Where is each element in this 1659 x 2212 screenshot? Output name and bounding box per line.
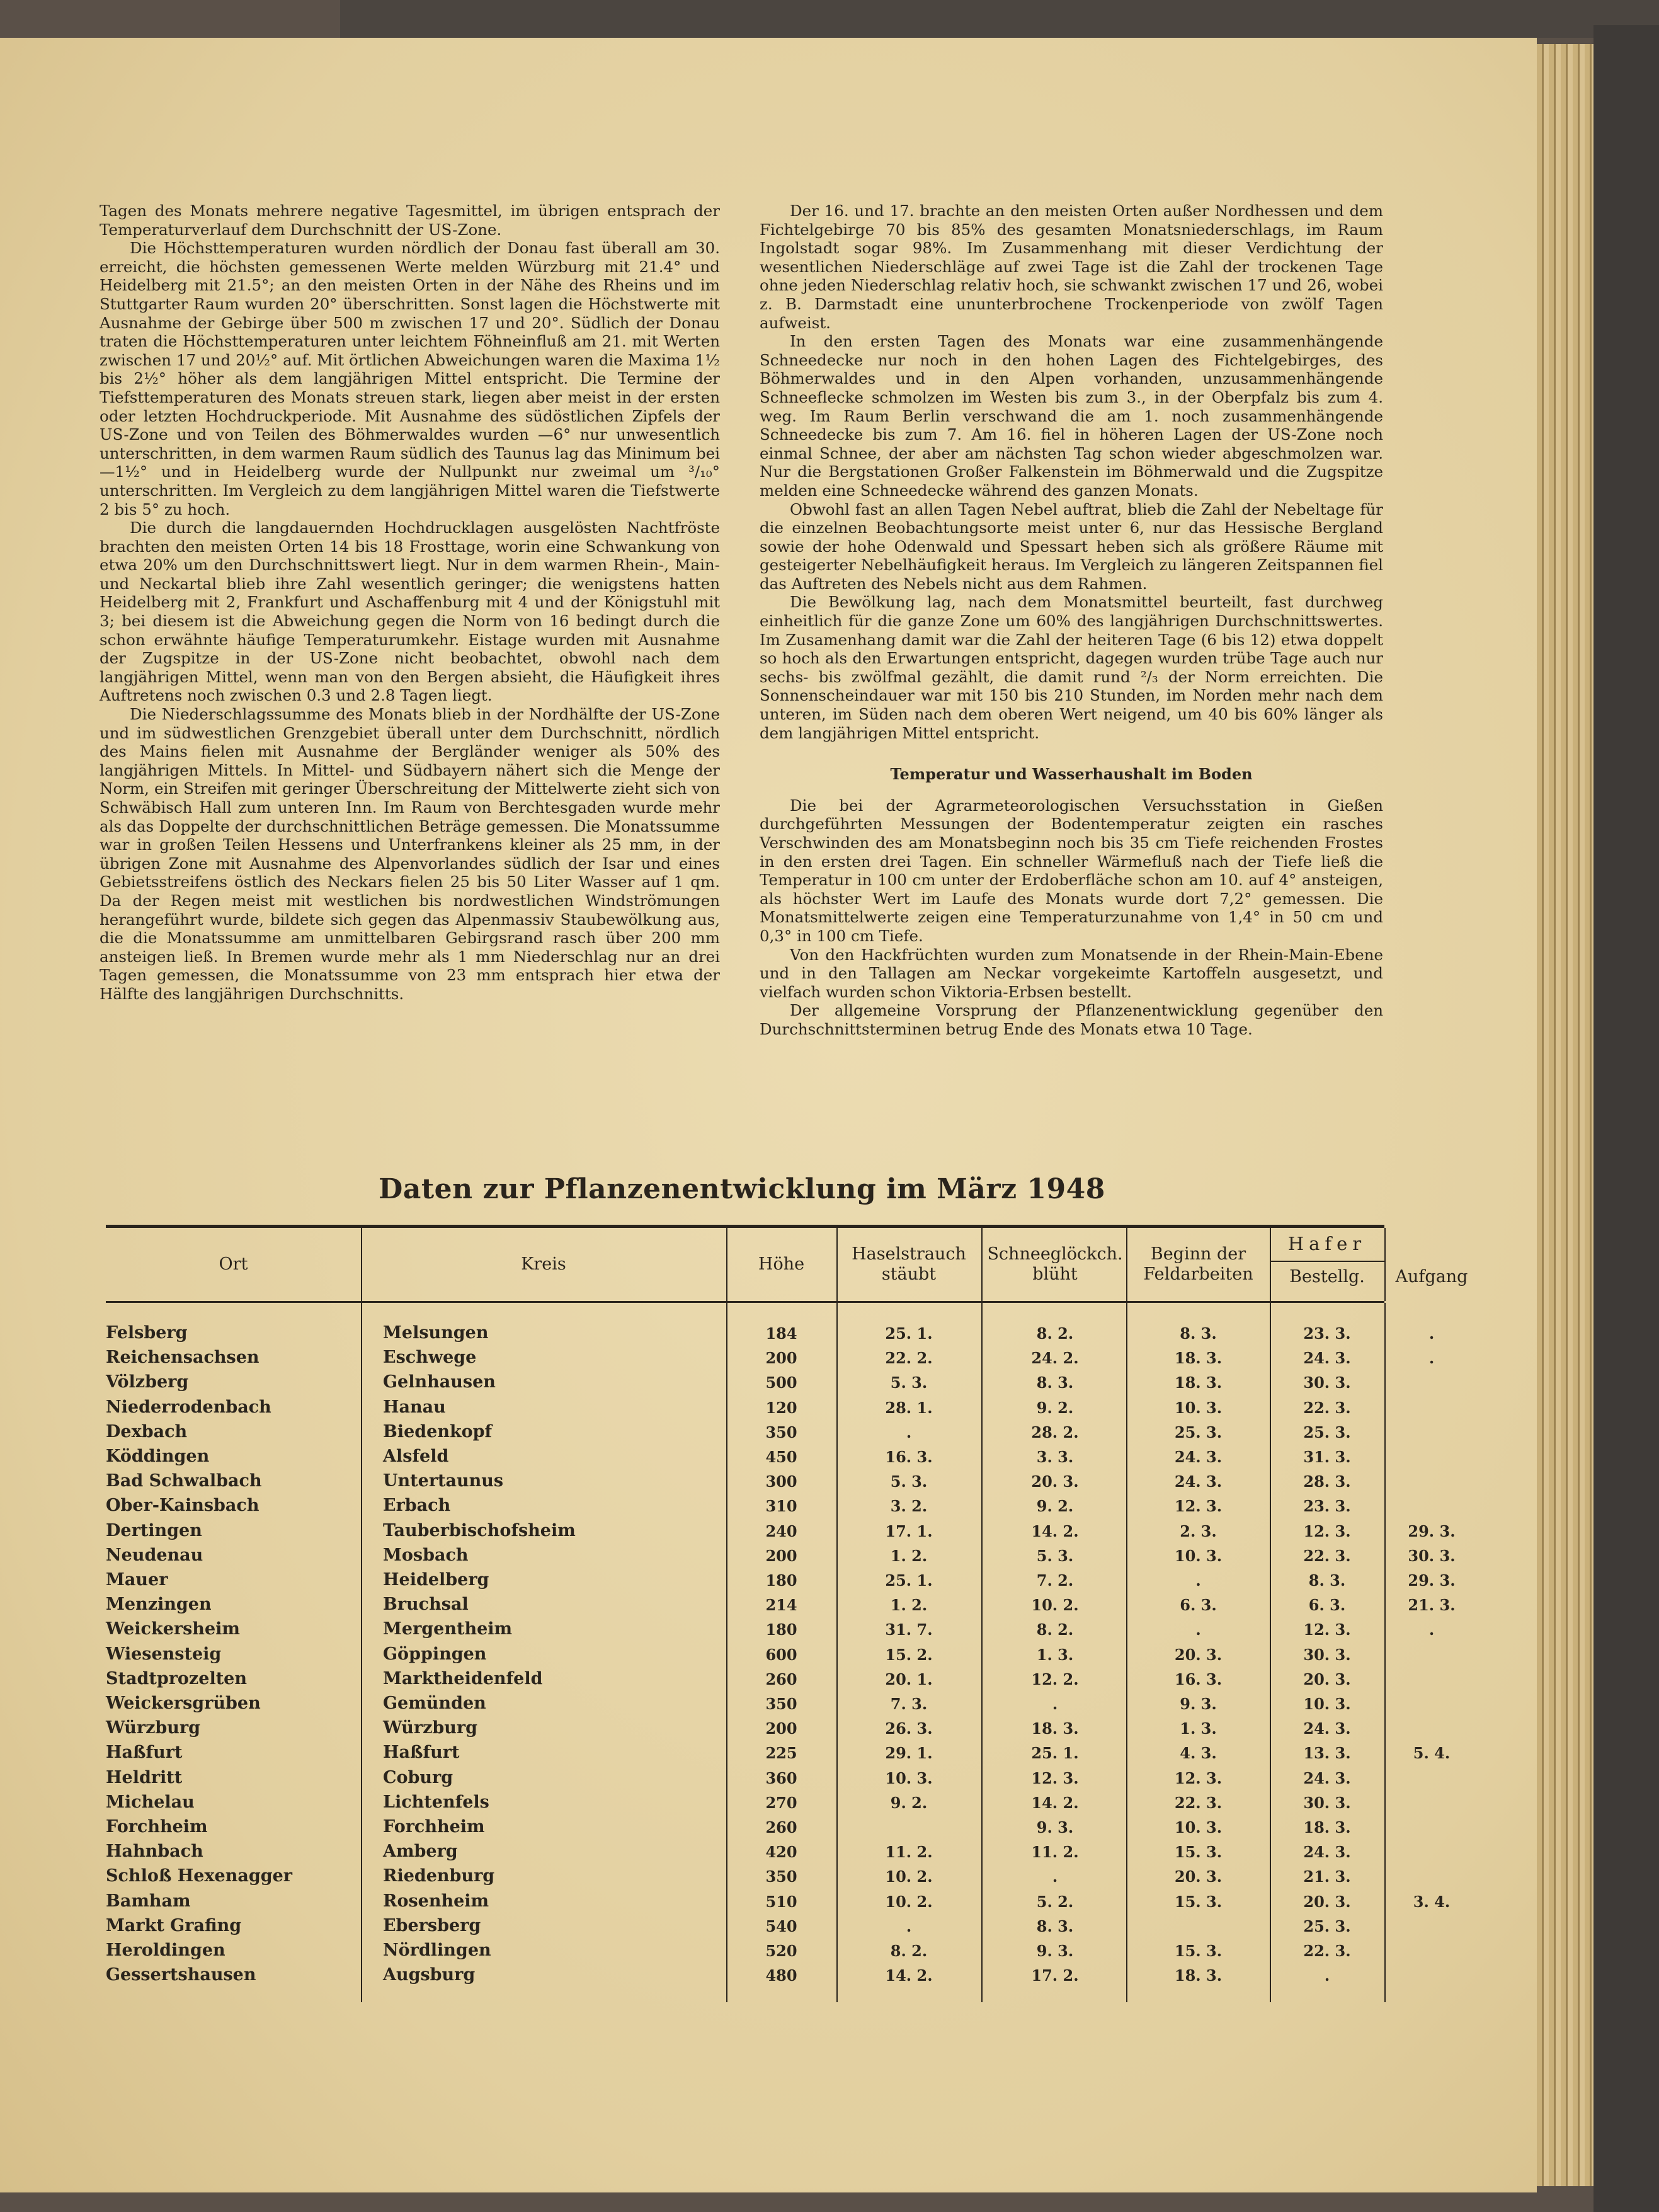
cell-feldarbeiten: 4. 3. [1180, 1744, 1217, 1763]
cell-hafer-bestellung: 24. 3. [1303, 1768, 1351, 1787]
cell-feldarbeiten: 10. 3. [1174, 1818, 1223, 1837]
cell-schneegloeckchen: 20. 3. [1031, 1472, 1079, 1491]
cell-feldarbeiten: 16. 3. [1174, 1670, 1223, 1688]
cell-hafer-bestellung: 30. 3. [1303, 1645, 1351, 1664]
paragraph: Die bei der Agrarmeteorologischen Versuchsstation in Gießen durchgeführten Messungen der Bodentemperatur zeigten ein rasches Verschwinden des am Monatsbeginn noch bis 35 cm Tiefe reichenden Frostes in den ersten drei Tagen. Ein schneller Wärmefluß nach der Tiefe ließ die Temperatur in 100 cm unter der Erdoberfläche schon am 10. auf 4° ansteigen, als höchster Wert im Laufe des Monats wurde dort 7,2° gemessen. Die Monatsmittelwerte zeigen eine Temperaturzunahme von 1,4° in 50 cm und 0,3° in 100 cm Tiefe. [760, 796, 1383, 945]
cell-feldarbeiten: 1. 3. [1180, 1719, 1217, 1738]
cell-ort: Neudenau [106, 1545, 203, 1565]
cell-schneegloeckchen: 11. 2. [1031, 1843, 1079, 1862]
cell-kreis: Haßfurt [383, 1743, 460, 1763]
cell-hoehe: 184 [765, 1324, 797, 1343]
cell-feldarbeiten: 12. 3. [1174, 1497, 1223, 1516]
cell-hafer-bestellung: 24. 3. [1303, 1843, 1351, 1862]
cell-feldarbeiten: 8. 3. [1180, 1324, 1217, 1343]
cell-haselstrauch: 29. 1. [885, 1744, 933, 1763]
cell-schneegloeckchen: 3. 3. [1036, 1448, 1074, 1466]
cell-kreis: Coburg [383, 1767, 453, 1787]
cell-hoehe: 420 [765, 1843, 797, 1862]
header-kreis: Kreis [521, 1254, 566, 1274]
cell-haselstrauch: 1. 2. [890, 1546, 928, 1565]
data-table [106, 1225, 1468, 2002]
cell-ort: Markt Grafing [106, 1915, 242, 1935]
paragraph: Der 16. und 17. brachte an den meisten Orten außer Nordhessen und dem Fichtelgebirge 70 bis 85% des gesamten Monatsniederschlags, im Raum Ingolstadt sogar 98%. Im Zusammenhang mit dieser Verdichtung der wesentlichen Niederschläge auf zwei Tage ist die Zahl der trockenen Tage ohne jeden Niederschlag relativ hoch, sie schwankt zwischen 17 und 26, wobei z. B. Darmstadt eine ununterbrochene Trockenperiode von zwölf Tagen aufweist. [760, 202, 1383, 332]
cell-hafer-bestellung: 22. 3. [1303, 1942, 1351, 1960]
cell-schneegloeckchen: 8. 2. [1036, 1324, 1074, 1343]
cell-hoehe: 240 [765, 1521, 797, 1540]
cell-haselstrauch: 9. 2. [890, 1793, 928, 1812]
table-row [106, 1595, 1456, 1619]
cell-hafer-bestellung: 13. 3. [1303, 1744, 1351, 1763]
cell-haselstrauch: 7. 3. [890, 1695, 928, 1713]
cell-feldarbeiten: 20. 3. [1174, 1645, 1223, 1664]
cell-haselstrauch: 5. 3. [890, 1373, 928, 1392]
cell-ort: Forchheim [106, 1817, 208, 1837]
cell-kreis: Untertaunus [383, 1471, 504, 1491]
cell-hafer-aufgang: 30. 3. [1408, 1546, 1456, 1565]
cell-hoehe: 260 [765, 1818, 797, 1837]
cell-ort: Gessertshausen [106, 1965, 256, 1985]
cell-hafer-bestellung: 25. 3. [1303, 1917, 1351, 1935]
cell-kreis: Mosbach [383, 1545, 469, 1565]
cell-hafer-bestellung: 30. 3. [1303, 1373, 1351, 1392]
cell-ort: Weickersgrüben [106, 1693, 261, 1713]
cell-feldarbeiten: 18. 3. [1174, 1373, 1223, 1392]
cell-haselstrauch: 14. 2. [885, 1966, 933, 1985]
cell-schneegloeckchen: 1. 3. [1036, 1645, 1074, 1664]
book-cover-top [340, 0, 1659, 38]
cell-hoehe: 200 [765, 1546, 797, 1565]
table-row [106, 1891, 1451, 1916]
cell-hafer-aufgang: 29. 3. [1408, 1571, 1456, 1590]
header-haselstrauch: Haselstrauch stäubt [852, 1244, 966, 1284]
table-row [106, 1965, 1384, 1990]
cell-kreis: Göppingen [383, 1644, 487, 1664]
book-spine [1593, 25, 1659, 2212]
cell-hoehe: 480 [765, 1966, 797, 1985]
cell-kreis: Eschwege [383, 1348, 477, 1368]
cell-kreis: Lichtenfels [383, 1792, 489, 1812]
cell-ort: Michelau [106, 1792, 195, 1812]
cell-haselstrauch: 26. 3. [885, 1719, 933, 1738]
table-row [106, 1447, 1384, 1471]
cell-kreis: Hanau [383, 1397, 446, 1417]
cell-schneegloeckchen: . [1052, 1695, 1058, 1713]
table-row [106, 1323, 1435, 1348]
cell-ort: Felsberg [106, 1323, 188, 1343]
cell-hoehe: 360 [765, 1768, 797, 1787]
cell-hafer-bestellung: 22. 3. [1303, 1546, 1351, 1565]
cell-haselstrauch: 1. 2. [890, 1596, 928, 1615]
cell-feldarbeiten: 24. 3. [1174, 1472, 1223, 1491]
cell-haselstrauch: 31. 7. [885, 1620, 933, 1639]
cell-hafer-bestellung: 30. 3. [1303, 1793, 1351, 1812]
cell-schneegloeckchen: 8. 3. [1036, 1373, 1074, 1392]
cell-schneegloeckchen: 28. 2. [1031, 1423, 1079, 1441]
cell-hafer-bestellung: 23. 3. [1303, 1324, 1351, 1343]
cell-hoehe: 540 [765, 1917, 797, 1935]
cell-ort: Bad Schwalbach [106, 1471, 262, 1491]
cell-ort: Wiesensteig [106, 1644, 222, 1664]
cell-ort: Bamham [106, 1891, 191, 1911]
cell-kreis: Würzburg [383, 1718, 478, 1738]
table-row [106, 1842, 1384, 1866]
paragraph: Die Bewölkung lag, nach dem Monatsmittel beurteilt, fast durchweg einheitlich für die ganze Zone um 60% des langjährigen Durchschnittswertes. Im Zusamenhang damit war die Zahl der heiteren Tage (6 bis 12) etwa doppelt so hoch als den Erwartungen entspricht, dagegen wurden trübe Tage auch nur sechs- bis zwölfmal gezählt, die damit rund ²/₃ der Norm erreichten. Die Sonnenscheindauer war mit 150 bis 210 Stunden, im Norden mehr nach dem unteren, im Süden nach dem oberen Wert neigend, um 40 bis 60% länger als dem langjährigen Mittel entspricht. [760, 593, 1383, 742]
cell-hoehe: 180 [765, 1571, 797, 1590]
table-row [106, 1348, 1435, 1372]
cell-hoehe: 200 [765, 1349, 797, 1368]
cell-haselstrauch: . [906, 1423, 912, 1441]
cell-hoehe: 500 [765, 1373, 797, 1392]
cell-hafer-aufgang: . [1428, 1620, 1435, 1639]
cell-schneegloeckchen: 9. 2. [1036, 1398, 1074, 1417]
table-row [106, 1792, 1384, 1817]
cell-hoehe: 300 [765, 1472, 797, 1491]
cell-schneegloeckchen: 10. 2. [1031, 1596, 1079, 1615]
cell-kreis: Rosenheim [383, 1891, 489, 1911]
cell-schneegloeckchen: 14. 2. [1031, 1521, 1079, 1540]
cell-feldarbeiten: 10. 3. [1174, 1546, 1223, 1565]
cell-hafer-bestellung: 31. 3. [1303, 1448, 1351, 1466]
cell-schneegloeckchen: 5. 3. [1036, 1546, 1074, 1565]
cell-schneegloeckchen: 12. 2. [1031, 1670, 1079, 1688]
cell-ort: Ober-Kainsbach [106, 1496, 259, 1516]
cell-hafer-aufgang: 21. 3. [1408, 1596, 1456, 1615]
cell-hoehe: 310 [765, 1497, 797, 1516]
cell-hoehe: 350 [765, 1423, 797, 1441]
cell-feldarbeiten: 18. 3. [1174, 1966, 1223, 1985]
table-row [106, 1669, 1384, 1693]
cell-kreis: Augsburg [383, 1965, 476, 1985]
cell-hafer-bestellung: 6. 3. [1308, 1596, 1346, 1615]
cell-hafer-bestellung: 22. 3. [1303, 1398, 1351, 1417]
cell-ort: Mauer [106, 1570, 168, 1590]
cell-kreis: Gelnhausen [383, 1372, 496, 1392]
cell-schneegloeckchen: . [1052, 1867, 1058, 1886]
cell-schneegloeckchen: 9. 3. [1036, 1818, 1074, 1837]
cell-haselstrauch: 5. 3. [890, 1472, 928, 1491]
cell-kreis: Gemünden [383, 1693, 486, 1713]
cell-haselstrauch: 8. 2. [890, 1942, 928, 1960]
paragraph: Tagen des Monats mehrere negative Tagesmittel, im übrigen entsprach der Temperaturverlauf dem Durchschnitt der US-Zone. [100, 202, 720, 239]
cell-feldarbeiten: 18. 3. [1174, 1349, 1223, 1368]
table-row [106, 1743, 1451, 1767]
table-row [106, 1916, 1384, 1940]
paragraph: Die Niederschlagssumme des Monats blieb in der Nordhälfte der US-Zone und im südwestlichen Grenzgebiet überall unter dem Durchschnitt, nördlich des Mains fielen mit Ausnahme der Bergländer weniger als 50% des langjährigen Mittels. In Mittel- und Südbayern nähert sich die Menge der Norm, ein Streifen mit geringer Überschreitung der Mittelwerte zieht sich von Schwäbisch Hall zum unteren Inn. Im Raum von Berchtesgaden wurde mehr als das Doppelte der durchschnittlichen Beträge gemessen. Die Monatssumme war in großen Teilen Hessens und Unterfrankens kleiner als 25 mm, in der übrigen Zone mit Ausnahme des Alpenvorlandes südlich der Isar und eines Gebietsstreifens östlich des Neckars fielen 25 bis 50 Liter Wasser auf 1 qm. Da der Regen meist mit westlichen bis nordwestlichen Windströmungen herangeführt wurde, bildete sich gegen das Alpenmassiv Staubewölkung aus, die die Monatssumme am unmittelbaren Gebirgsrand rasch über 200 mm ansteigen ließ. In Bremen wurde mehr als 1 mm Niederschlag nur an drei Tagen gemessen, die Monatssumme von 23 mm entsprach hier etwa der Hälfte des langjährigen Durchschnitts. [100, 705, 720, 1003]
cell-hoehe: 270 [765, 1793, 797, 1812]
table-row [106, 1471, 1384, 1496]
paragraph: Die durch die langdauernden Hochdrucklagen ausgelösten Nachtfröste brachten den meisten Orten 14 bis 18 Frosttage, worin eine Schwankung von etwa 20% um den Durchschnittswert liegt. Nur in dem warmen Rhein-, Main- und Neckartal blieb ihre Zahl wesentlich geringer; die wenigstens hatten Heidelberg mit 2, Frankfurt und Aschaffenburg mit 4 und der Königstuhl mit 3; bei diesem ist die Abweichung gegen die Norm von 16 bedingt durch die schon erwähnte häufige Temperaturumkehr. Eistage wurden mit Ausnahme der Zugspitze in der US-Zone nicht beobachtet, obwohl nach dem langjährigen Mittel, wenn man von den Bergen absieht, die Häufigkeit ihres Auftretens noch zwischen 0.3 und 2.8 Tagen liegt. [100, 519, 720, 705]
cell-feldarbeiten: 2. 3. [1180, 1521, 1217, 1540]
table-row [106, 1644, 1384, 1669]
cell-hoehe: 350 [765, 1695, 797, 1713]
cell-schneegloeckchen: 24. 2. [1031, 1349, 1079, 1368]
cell-ort: Köddingen [106, 1447, 210, 1466]
table-row [106, 1768, 1384, 1792]
cell-hafer-aufgang: . [1428, 1349, 1435, 1368]
header-feldarbeiten: Beginn der Feldarbeiten [1143, 1244, 1253, 1284]
cell-hafer-bestellung: 12. 3. [1303, 1620, 1351, 1639]
column-divider [836, 1228, 838, 1301]
cell-schneegloeckchen: 7. 2. [1036, 1571, 1074, 1590]
cell-hafer-bestellung: . [1324, 1966, 1330, 1985]
cell-kreis: Biedenkopf [383, 1421, 493, 1441]
paragraph: Von den Hackfrüchten wurden zum Monatsende in der Rhein-Main-Ebene und in den Tallagen am Neckar vorgekeimte Kartoffeln ausgesetzt, und vielfach wurden schon Viktoria-Erbsen bestellt. [760, 945, 1383, 1001]
cell-hafer-bestellung: 25. 3. [1303, 1423, 1351, 1441]
cell-haselstrauch: 11. 2. [885, 1843, 933, 1862]
cell-feldarbeiten: 22. 3. [1174, 1793, 1223, 1812]
cell-haselstrauch: . [906, 1917, 912, 1935]
cell-hafer-aufgang: . [1428, 1324, 1435, 1343]
cell-hafer-bestellung: 8. 3. [1308, 1571, 1346, 1590]
cell-kreis: Marktheidenfeld [383, 1668, 543, 1688]
cell-hafer-bestellung: 23. 3. [1303, 1497, 1351, 1516]
table-row [106, 1545, 1456, 1570]
cell-feldarbeiten: 15. 3. [1174, 1892, 1223, 1911]
table-row [106, 1496, 1384, 1520]
cell-feldarbeiten: 6. 3. [1180, 1596, 1217, 1615]
cell-kreis: Forchheim [383, 1817, 485, 1837]
cell-haselstrauch: 10. 2. [885, 1867, 933, 1886]
cell-hafer-bestellung: 24. 3. [1303, 1349, 1351, 1368]
table-row [106, 1520, 1456, 1545]
header-ort: Ort [219, 1254, 248, 1274]
cell-feldarbeiten: 10. 3. [1174, 1398, 1223, 1417]
cell-ort: Völzberg [106, 1372, 189, 1392]
cell-schneegloeckchen: 25. 1. [1031, 1744, 1079, 1763]
hafer-divider [1270, 1261, 1384, 1262]
cell-hoehe: 450 [765, 1448, 797, 1466]
cell-feldarbeiten: 12. 3. [1174, 1768, 1223, 1787]
cell-hafer-bestellung: 10. 3. [1303, 1695, 1351, 1713]
header-bestellung: Bestellg. [1289, 1267, 1365, 1287]
cell-haselstrauch: 28. 1. [885, 1398, 933, 1417]
header-schneegloeckchen: Schneeglöckch. blüht [987, 1244, 1123, 1284]
cell-hafer-aufgang: 3. 4. [1413, 1892, 1451, 1911]
cell-feldarbeiten: 24. 3. [1174, 1448, 1223, 1466]
cell-haselstrauch: 10. 2. [885, 1892, 933, 1911]
cell-hoehe: 214 [765, 1596, 797, 1615]
table-title: Daten zur Pflanzenentwicklung im März 1948 [379, 1173, 1105, 1205]
table-row [106, 1422, 1384, 1447]
cell-schneegloeckchen: 8. 3. [1036, 1917, 1074, 1935]
cell-kreis: Riedenburg [383, 1866, 495, 1886]
cell-kreis: Mergentheim [383, 1619, 513, 1639]
cell-haselstrauch: 20. 1. [885, 1670, 933, 1688]
cell-hoehe: 260 [765, 1670, 797, 1688]
cell-haselstrauch: 16. 3. [885, 1448, 933, 1466]
cell-hafer-bestellung: 20. 3. [1303, 1670, 1351, 1688]
cell-schneegloeckchen: 5. 2. [1036, 1892, 1074, 1911]
cell-hafer-bestellung: 20. 3. [1303, 1892, 1351, 1911]
cell-ort: Schloß Hexenagger [106, 1866, 292, 1886]
cell-schneegloeckchen: 17. 2. [1031, 1966, 1079, 1985]
cell-feldarbeiten: 15. 3. [1174, 1843, 1223, 1862]
cell-hoehe: 520 [765, 1942, 797, 1960]
cell-hoehe: 180 [765, 1620, 797, 1639]
cell-schneegloeckchen: 8. 2. [1036, 1620, 1074, 1639]
cell-ort: Menzingen [106, 1595, 212, 1615]
table-row [106, 1693, 1384, 1718]
cell-haselstrauch: 25. 1. [885, 1324, 933, 1343]
cell-kreis: Ebersberg [383, 1915, 481, 1935]
header-hoehe: Höhe [758, 1254, 805, 1274]
cell-haselstrauch: 15. 2. [885, 1645, 933, 1664]
table-row [106, 1866, 1384, 1891]
paragraph: In den ersten Tagen des Monats war eine zusammenhängende Schneedecke nur noch in den hohen Lagen des Fichtelgebirges, des Böhmerwaldes und in den Alpen vorhanden, unzusammenhängende Schneeflecke schmolzen im Westen bis zum 3., in der Oberpfalz bis zum 4. weg. Im Raum Berlin verschwand die am 1. noch zusammenhängende Schneedecke bis zum 7. Am 16. fiel in höheren Lagen der US-Zone noch einmal Schnee, der aber am nächsten Tag schon wieder abgeschmolzen war. Nur die Bergstationen Großer Falkenstein im Böhmerwald und die Zugspitze melden eine Schneedecke während des ganzen Monats. [760, 332, 1383, 500]
table-row [106, 1940, 1384, 1965]
cell-ort: Hahnbach [106, 1842, 203, 1862]
cell-schneegloeckchen: 9. 3. [1036, 1942, 1074, 1960]
table-row [106, 1817, 1384, 1842]
paragraph: Obwohl fast an allen Tagen Nebel auftrat, blieb die Zahl der Nebeltage für die einzelnen Beobachtungsorte meist unter 6, nur das Hessische Bergland sowie der hohe Odenwald und Spessart heben sich als größere Räume mit gesteigerter Nebelhäufigkeit heraus. Im Vergleich zu längeren Zeitspannen fiel das Auftreten des Nebels nicht aus dem Rahmen. [760, 500, 1383, 593]
cell-hoehe: 200 [765, 1719, 797, 1738]
paragraph: Die Höchsttemperaturen wurden nördlich der Donau fast überall am 30. erreicht, die höchsten gemessenen Werte melden Würzburg mit 21.4° und Heidelberg mit 21.5°; an den meisten Orten in der Nähe des Rheins und im Stuttgarter Raum wurden 20° überschritten. Sonst lagen die Höchstwerte mit Ausnahme der Gebirge über 500 m zwischen 17 und 20°. Südlich der Donau traten die Höchsttemperaturen unter leichtem Föhneinfluß am 21. mit Werten zwischen 17 und 20½° auf. Mit örtlichen Abweichungen waren die Maxima 1½ bis 2½° höher als dem langjährigen Mittel entspricht. Die Termine der Tiefsttemperaturen des Monats streuen stark, liegen aber meist in der ersten oder letzten Hochdruckperiode. Mit Ausnahme des südöstlichen Zipfels der US-Zone und von Teilen des Böhmerwaldes wurden —6° nur unwesentlich unterschritten, in dem warmen Raum südlich des Taunus lag das Minimum bei —1½° und in Heidelberg wurde der Nullpunkt nur zweimal um ³/₁₀° unterschritten. Im Vergleich zu dem langjährigen Mittel waren die Tiefstwerte 2 bis 5° zu hoch. [100, 239, 720, 519]
cell-kreis: Heidelberg [383, 1570, 489, 1590]
cell-hafer-bestellung: 24. 3. [1303, 1719, 1351, 1738]
table-row [106, 1619, 1435, 1644]
cell-kreis: Tauberbischofsheim [383, 1520, 576, 1540]
cell-schneegloeckchen: 14. 2. [1031, 1793, 1079, 1812]
cell-schneegloeckchen: 9. 2. [1036, 1497, 1074, 1516]
cell-feldarbeiten: 25. 3. [1174, 1423, 1223, 1441]
cell-hoehe: 510 [765, 1892, 797, 1911]
cell-kreis: Amberg [383, 1842, 458, 1862]
page-edges [1537, 44, 1593, 2186]
cell-hoehe: 120 [765, 1398, 797, 1417]
cell-ort: Niederrodenbach [106, 1397, 271, 1417]
cell-ort: Stadtprozelten [106, 1668, 247, 1688]
cell-ort: Reichensachsen [106, 1348, 259, 1368]
header-aufgang: Aufgang [1395, 1267, 1468, 1287]
cell-hoehe: 350 [765, 1867, 797, 1886]
table-header [106, 1228, 1468, 1303]
cell-ort: Dertingen [106, 1520, 202, 1540]
cell-hoehe: 600 [765, 1645, 797, 1664]
cell-hafer-bestellung: 21. 3. [1303, 1867, 1351, 1886]
cell-hafer-bestellung: 28. 3. [1303, 1472, 1351, 1491]
cell-ort: Haßfurt [106, 1743, 183, 1763]
cell-hoehe: 225 [765, 1744, 797, 1763]
cell-hafer-bestellung: 12. 3. [1303, 1521, 1351, 1540]
paragraph: Der allgemeine Vorsprung der Pflanzenentwicklung gegenüber den Durchschnittsterminen betrug Ende des Monats etwa 10 Tage. [760, 1001, 1383, 1038]
right-text-column [760, 202, 1383, 1039]
cell-hafer-bestellung: 18. 3. [1303, 1818, 1351, 1837]
cell-feldarbeiten: 15. 3. [1174, 1942, 1223, 1960]
table-row [106, 1372, 1384, 1397]
cell-kreis: Melsungen [383, 1323, 489, 1343]
cell-schneegloeckchen: 12. 3. [1031, 1768, 1079, 1787]
cell-feldarbeiten: 20. 3. [1174, 1867, 1223, 1886]
table-row [106, 1718, 1384, 1743]
cell-hafer-aufgang: 5. 4. [1413, 1744, 1451, 1763]
cell-feldarbeiten: . [1195, 1620, 1201, 1639]
table-row [106, 1570, 1456, 1595]
cell-haselstrauch: 3. 2. [890, 1497, 928, 1516]
subsection-title: Temperatur und Wasserhaushalt im Boden [890, 765, 1253, 784]
left-text-column [100, 202, 720, 1004]
cell-ort: Heroldingen [106, 1940, 225, 1960]
cell-kreis: Alsfeld [383, 1447, 449, 1466]
cell-kreis: Bruchsal [383, 1595, 469, 1615]
cell-ort: Weickersheim [106, 1619, 240, 1639]
cell-ort: Dexbach [106, 1421, 188, 1441]
table-body [106, 1303, 1456, 2002]
cell-haselstrauch: 10. 3. [885, 1768, 933, 1787]
cell-haselstrauch: 25. 1. [885, 1571, 933, 1590]
cell-feldarbeiten: 9. 3. [1180, 1695, 1217, 1713]
header-hafer: Hafer [1287, 1233, 1367, 1254]
cell-kreis: Nördlingen [383, 1940, 491, 1960]
cell-haselstrauch: 17. 1. [885, 1521, 933, 1540]
cell-feldarbeiten: . [1195, 1571, 1201, 1590]
cell-ort: Heldritt [106, 1767, 183, 1787]
cell-haselstrauch: 22. 2. [885, 1349, 933, 1368]
cell-hafer-aufgang: 29. 3. [1408, 1521, 1456, 1540]
cell-ort: Würzburg [106, 1718, 201, 1738]
cell-schneegloeckchen: 18. 3. [1031, 1719, 1079, 1738]
table-row [106, 1397, 1384, 1422]
cell-kreis: Erbach [383, 1496, 451, 1516]
